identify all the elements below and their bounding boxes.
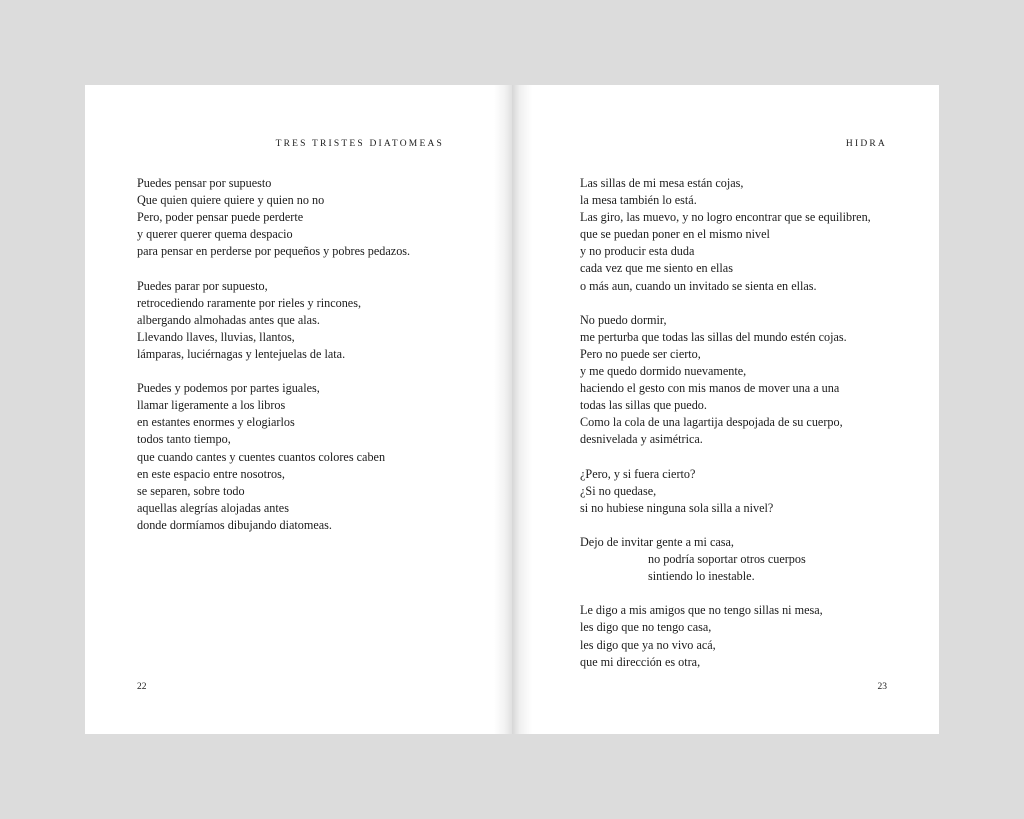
verse-line: y me quedo dormido nuevamente, xyxy=(580,364,747,379)
stanza xyxy=(137,380,410,534)
verse-line: No puedo dormir, xyxy=(580,312,667,327)
stanza xyxy=(580,312,871,449)
poem-right xyxy=(580,175,871,688)
verse-line: Como la cola de una lagartija despojada de su cuerpo, xyxy=(580,415,843,430)
verse-line: desnivelada y asimétrica. xyxy=(580,432,703,447)
verse-line: Dejo de invitar gente a mi casa, xyxy=(580,534,734,549)
page-number-left: 22 xyxy=(137,682,147,692)
book-spread xyxy=(85,85,939,734)
verse-line: la mesa también lo está. xyxy=(580,193,697,208)
verse-line: todos tanto tiempo, xyxy=(137,432,231,447)
stanza xyxy=(137,175,410,260)
stanza xyxy=(580,175,871,295)
verse-line: Las sillas de mi mesa están cojas, xyxy=(580,176,744,190)
verse-line: para pensar en perderse por pequeños y pobres pedazos. xyxy=(137,244,411,259)
verse-line: llamar ligeramente a los libros xyxy=(137,398,286,413)
page-number-right: 23 xyxy=(877,682,887,692)
verse-line: si no hubiese ninguna sola silla a nivel? xyxy=(580,500,774,515)
verse-line: en estantes enormes y elogiarlos xyxy=(137,415,295,430)
verse-line: Que quien quiere quiere y quien no no xyxy=(137,193,325,208)
verse-line: me perturba que todas las sillas del mundo estén cojas. xyxy=(580,329,847,344)
verse-line: lámparas, luciérnagas y lentejuelas de lata. xyxy=(137,346,346,361)
verse-line: se separen, sobre todo xyxy=(137,483,245,498)
verse-line: Puedes y podemos por partes iguales, xyxy=(137,381,320,396)
stanza xyxy=(580,466,871,517)
verse-line: Puedes pensar por supuesto xyxy=(137,176,272,190)
verse-line: Le digo a mis amigos que no tengo sillas ni mesa, xyxy=(580,603,823,618)
verse-line: Puedes parar por supuesto, xyxy=(137,278,268,293)
verse-line: que mi dirección es otra, xyxy=(580,654,701,669)
verse-line: haciendo el gesto con mis manos de mover una a una xyxy=(580,381,840,396)
stanza xyxy=(137,278,410,363)
verse-line: donde dormíamos dibujando diatomeas. xyxy=(137,517,332,532)
stanza xyxy=(580,602,871,670)
verse-line: les digo que ya no vivo acá, xyxy=(580,637,716,652)
verse-line: Las giro, las muevo, y no logro encontrar que se equilibren, xyxy=(580,210,871,225)
verse-line: en este espacio entre nosotros, xyxy=(137,466,285,481)
verse-line: o más aun, cuando un invitado se sienta en ellas. xyxy=(580,278,817,293)
stanza xyxy=(580,534,871,585)
verse-line: cada vez que me siento en ellas xyxy=(580,261,733,276)
verse-line-indented: sintiendo lo inestable. xyxy=(648,569,755,584)
left-page xyxy=(85,85,512,734)
poem-left xyxy=(137,175,410,551)
verse-line: y querer querer quema despacio xyxy=(137,227,293,242)
verse-line: les digo que no tengo casa, xyxy=(580,620,712,635)
verse-line: Llevando llaves, lluvias, llantos, xyxy=(137,329,295,344)
verse-line: Pero, poder pensar puede perderte xyxy=(137,210,304,225)
verse-line: ¿Pero, y si fuera cierto? xyxy=(580,466,696,481)
running-head-right: HIDRA xyxy=(845,139,887,149)
verse-line: todas las sillas que puedo. xyxy=(580,398,707,413)
verse-line: aquellas alegrías alojadas antes xyxy=(137,500,289,515)
running-head-left: TRES TRISTES DIATOMEAS xyxy=(275,139,444,149)
verse-line-indented: no podría soportar otros cuerpos xyxy=(648,552,806,567)
verse-line: y no producir esta duda xyxy=(580,244,695,259)
verse-line: albergando almohadas antes que alas. xyxy=(137,312,320,327)
verse-line: que cuando cantes y cuentes cuantos colores caben xyxy=(137,449,386,464)
right-page xyxy=(512,85,939,734)
verse-line: Pero no puede ser cierto, xyxy=(580,346,701,361)
verse-line: retrocediendo raramente por rieles y rincones, xyxy=(137,295,362,310)
verse-line: ¿Si no quedase, xyxy=(580,483,657,498)
verse-line: que se puedan poner en el mismo nivel xyxy=(580,227,770,242)
